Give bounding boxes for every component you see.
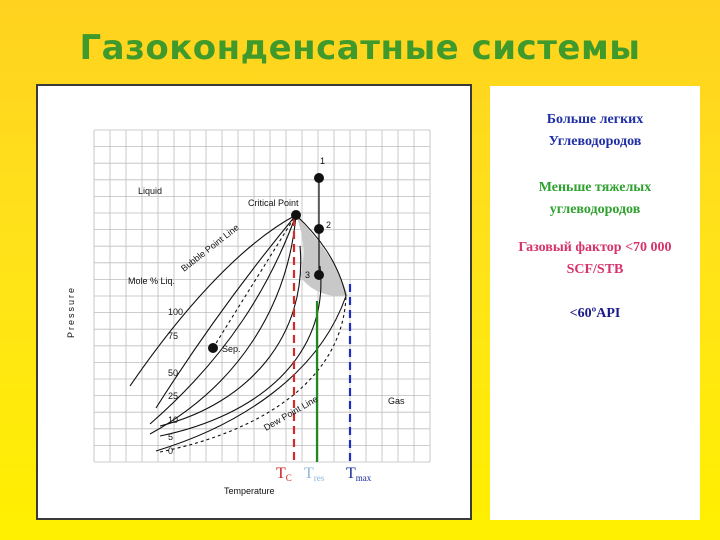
tmax-label: Tmax (346, 465, 372, 483)
separator-label: Sep. (222, 344, 241, 354)
info-line-5: Газовый фактор <70 000 (518, 240, 672, 255)
quality-line-10 (160, 246, 301, 426)
x-axis-label: Temperature (224, 486, 275, 496)
point-1-label: 1 (320, 156, 326, 166)
point-2-label: 2 (326, 220, 332, 230)
y-axis-label: Pressure (66, 285, 76, 339)
point-3-label: 3 (305, 270, 311, 280)
quality-label-100: 100 (168, 307, 184, 317)
phase-diagram-svg (38, 86, 470, 518)
info-line-6: SCF/STB (566, 262, 624, 277)
quality-label-10: 10 (168, 415, 179, 425)
slide-title: Газоконденсатные системы (79, 28, 641, 68)
quality-label-50: 50 (168, 368, 179, 378)
point-2-marker (314, 224, 324, 234)
info-line-1: Больше легких (546, 112, 644, 127)
tc-label: TC (276, 465, 292, 483)
quality-label-75: 75 (168, 331, 179, 341)
tres-label: Tres (304, 465, 325, 483)
liquid-label: Liquid (138, 186, 163, 196)
info-line-4: углеводородов (549, 202, 641, 217)
point-1-marker (314, 173, 324, 183)
bubble-point-line-label: Bubble Point Line (179, 222, 241, 274)
info-panel (490, 86, 700, 520)
dew-point-line-label: Dew Point Line (262, 393, 320, 433)
phase-diagram (36, 84, 472, 520)
info-line-7: <60ºAPI (569, 306, 621, 321)
info-line-3: Меньше тяжелых (538, 180, 652, 195)
quality-label-25: 25 (168, 391, 179, 401)
quality-label-0: 0 (168, 446, 174, 456)
critical-point-label: Critical Point (248, 198, 299, 208)
quality-label-5: 5 (168, 432, 174, 442)
point-3-marker (314, 270, 324, 280)
info-line-2: Углеводородов (548, 134, 642, 149)
grid (94, 130, 430, 462)
mole-percent-label: Mole % Liq. (128, 276, 176, 286)
gas-label: Gas (388, 396, 405, 406)
quality-line-25 (150, 215, 296, 434)
separator-marker (208, 343, 218, 353)
critical-point-marker (291, 210, 301, 220)
